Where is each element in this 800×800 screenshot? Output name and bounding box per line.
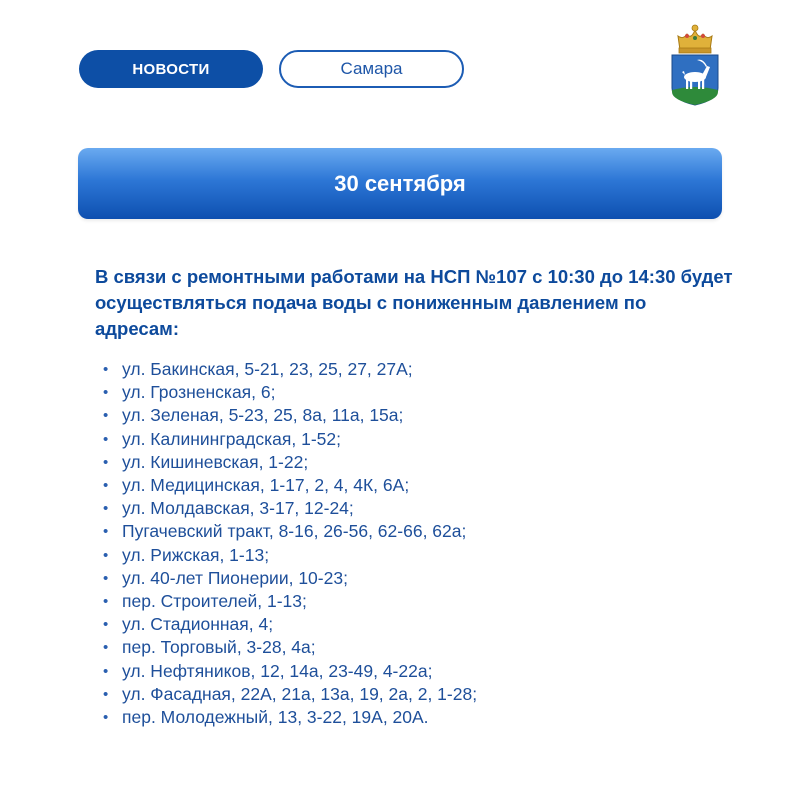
bullet-icon: • [103,500,109,518]
bullet-icon: • [103,616,109,634]
address-text: пер. Строителей, 1-13; [122,591,307,612]
bullet-icon: • [103,453,109,471]
address-item [95,451,735,474]
address-text: ул. Грозненская, 6; [122,382,276,403]
address-text: пер. Молодежный, 13, 3-22, 19А, 20А. [122,707,429,728]
address-item [95,590,735,613]
bullet-icon: • [103,430,109,448]
bullet-icon: • [103,523,109,541]
bullet-icon: • [103,639,109,657]
address-item [95,660,735,683]
address-item [95,404,735,427]
address-text: ул. Медицинская, 1-17, 2, 4, 4К, 6А; [122,475,410,496]
bullet-icon: • [103,593,109,611]
address-item [95,474,735,497]
coat-of-arms-icon [669,20,721,106]
address-text: ул. Кишиневская, 1-22; [122,451,309,472]
bullet-icon: • [103,361,109,378]
address-text: ул. Стадионная, 4; [122,614,274,635]
address-item [95,613,735,636]
bullet-icon: • [103,662,109,680]
address-text: ул. Рижская, 1-13; [122,544,270,565]
announcement-lead: В связи с ремонтными работами на НСП №107 с 10:30 до 14:30 будет осуществляться подача воды с пониженным давлением по адресам: [95,266,733,339]
news-tag[interactable]: НОВОСТИ [79,50,263,88]
address-item [95,381,735,404]
address-item [95,706,735,729]
address-text: ул. Зеленая, 5-23, 25, 8а, 11а, 15а; [122,405,404,426]
bullet-icon: • [103,569,109,587]
address-item [95,520,735,543]
address-item [95,544,735,567]
address-text: ул. 40-лет Пионерии, 10-23; [122,567,348,588]
address-item [95,567,735,590]
bullet-icon: • [103,685,109,703]
address-list [95,358,735,729]
bullet-icon: • [103,477,109,495]
address-text: ул. Молдавская, 3-17, 12-24; [122,498,354,519]
address-item [95,636,735,659]
address-item [95,428,735,451]
address-text: ул. Нефтяников, 12, 14а, 23-49, 4-22а; [122,660,433,681]
bullet-icon: • [103,546,109,564]
address-item [95,358,735,381]
address-text: ул. Фасадная, 22А, 21а, 13а, 19, 2а, 2, 1-28; [122,683,478,704]
bullet-icon: • [103,407,109,425]
bullet-icon: • [103,384,109,402]
date-banner [78,148,722,219]
address-item [95,497,735,520]
address-text: ул. Калининградская, 1-52; [122,428,341,449]
address-text: пер. Торговый, 3-28, 4а; [122,637,316,658]
city-tag[interactable]: Самара [279,50,464,88]
address-text: ул. Бакинская, 5-21, 23, 25, 27, 27А; [122,359,413,379]
crown-icon [678,25,712,53]
address-item [95,683,735,706]
date-label: 30 сентября [334,170,466,196]
address-text: Пугачевский тракт, 8-16, 26-56, 62-66, 62а; [122,521,467,542]
bullet-icon: • [103,709,109,727]
